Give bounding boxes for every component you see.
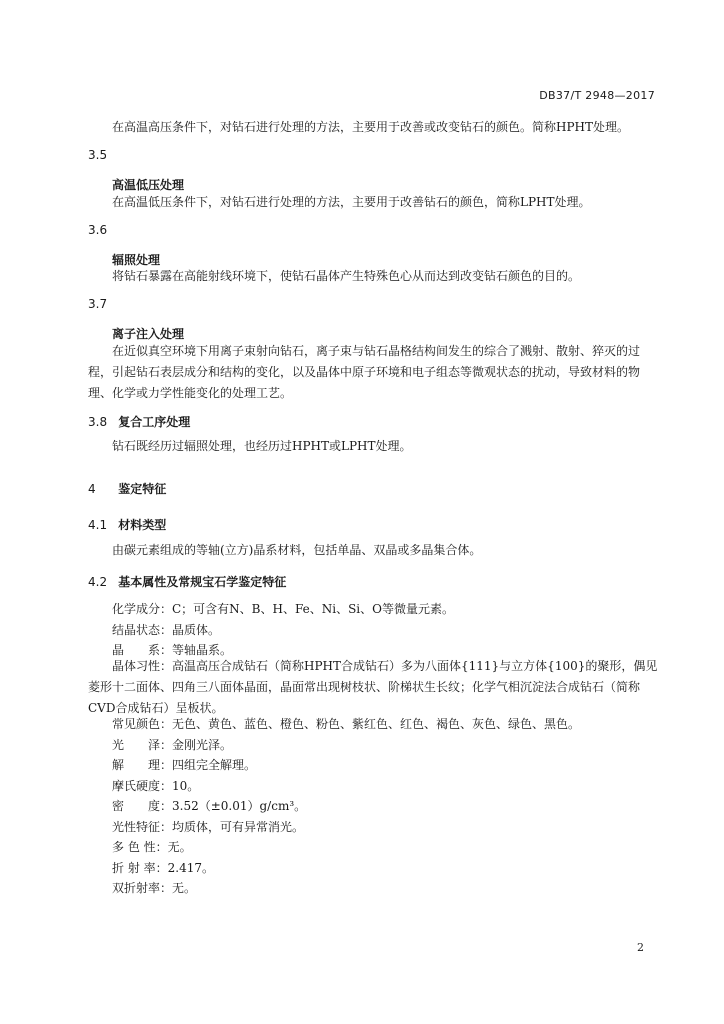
section-4-heading — [88, 480, 166, 497]
section-4-1-title: 材料类型 — [118, 518, 167, 532]
combined-treatment-definition: 钻石既经历过辐照处理，也经历过HPHT或LPHT处理。 — [112, 439, 412, 453]
section-3-8-heading — [88, 413, 190, 430]
section-4-2-title: 基本属性及常规宝石学鉴定特征 — [118, 575, 287, 589]
section-3-8-number: 3.8 — [88, 415, 108, 429]
section-4-number: 4 — [88, 482, 96, 496]
section-3-7-number: 3.7 — [88, 297, 108, 311]
section-3-6-title: 辐照处理 — [112, 253, 161, 267]
lpht-definition: 在高温低压条件下，对钻石进行处理的方法，主要用于改善钻石的颜色，简称LPHT处理。 — [112, 195, 591, 209]
prop-composition: 化学成分：C；可含有N、B、H、Fe、Ni、Si、O等微量元素。 — [112, 602, 454, 616]
prop-density: 密 度：3.52（±0.01）g/cm³。 — [112, 799, 307, 813]
irradiation-definition: 将钻石暴露在高能射线环境下，使钻石晶体产生特殊色心从而达到改变钻石颜色的目的。 — [112, 269, 581, 283]
section-4-title: 鉴定特征 — [118, 482, 167, 496]
prop-crystal-habit: 晶体习性：高温高压合成钻石（简称HPHT合成钻石）多为八面体{111}与立方体{100}的聚形，偶见菱形十二面体、四角三八面体晶面，晶面常出现树枝状、阶梯状生长纹；化学气相沉淀法合成钻石（简称CVD合成钻石）呈板状。 — [88, 659, 658, 715]
prop-crystal-system: 晶 系：等轴晶系。 — [112, 643, 233, 657]
prop-optical: 光性特征：均质体，可有异常消光。 — [112, 820, 305, 834]
prop-color: 常见颜色：无色、黄色、蓝色、橙色、粉色、紫红色、红色、褐色、灰色、绿色、黑色。 — [112, 717, 581, 731]
section-4-1-number: 4.1 — [88, 518, 108, 532]
prop-crystal-state: 结晶状态：晶质体。 — [112, 623, 221, 637]
section-4-2-number: 4.2 — [88, 575, 108, 589]
section-4-1-heading — [88, 516, 166, 533]
ion-implantation-definition: 在近似真空环境下用离子束射向钻石，离子束与钻石晶格结构间发生的综合了溅射、散射、猝灭的过程，引起钻石表层成分和结构的变化，以及晶体中原子环境和电子组态等微观状态的扰动，导致材料的物理、化学或力学性能变化的处理工艺。 — [88, 344, 641, 400]
section-3-5-title: 高温低压处理 — [112, 178, 185, 192]
prop-cleavage: 解 理：四组完全解理。 — [112, 758, 257, 772]
section-4-2-heading — [88, 573, 286, 590]
prop-refractive-index: 折 射 率：2.417。 — [112, 861, 214, 875]
document-code: DB37/T 2948—2017 — [539, 89, 655, 102]
page-number: 2 — [637, 941, 644, 954]
prop-birefringence: 双折射率：无。 — [112, 881, 197, 895]
section-3-6-number: 3.6 — [88, 223, 108, 237]
hpht-definition: 在高温高压条件下，对钻石进行处理的方法，主要用于改善或改变钻石的颜色。简称HPHT处理。 — [112, 120, 630, 134]
section-3-8-title: 复合工序处理 — [118, 415, 191, 429]
prop-luster: 光 泽：金刚光泽。 — [112, 738, 233, 752]
material-type-definition: 由碳元素组成的等轴(立方)晶系材料，包括单晶、双晶或多晶集合体。 — [112, 543, 482, 557]
prop-pleochroism: 多 色 性：无。 — [112, 840, 192, 854]
section-3-7-title: 离子注入处理 — [112, 327, 185, 341]
prop-hardness: 摩氏硬度：10。 — [112, 779, 200, 793]
section-3-5-number: 3.5 — [88, 148, 108, 162]
